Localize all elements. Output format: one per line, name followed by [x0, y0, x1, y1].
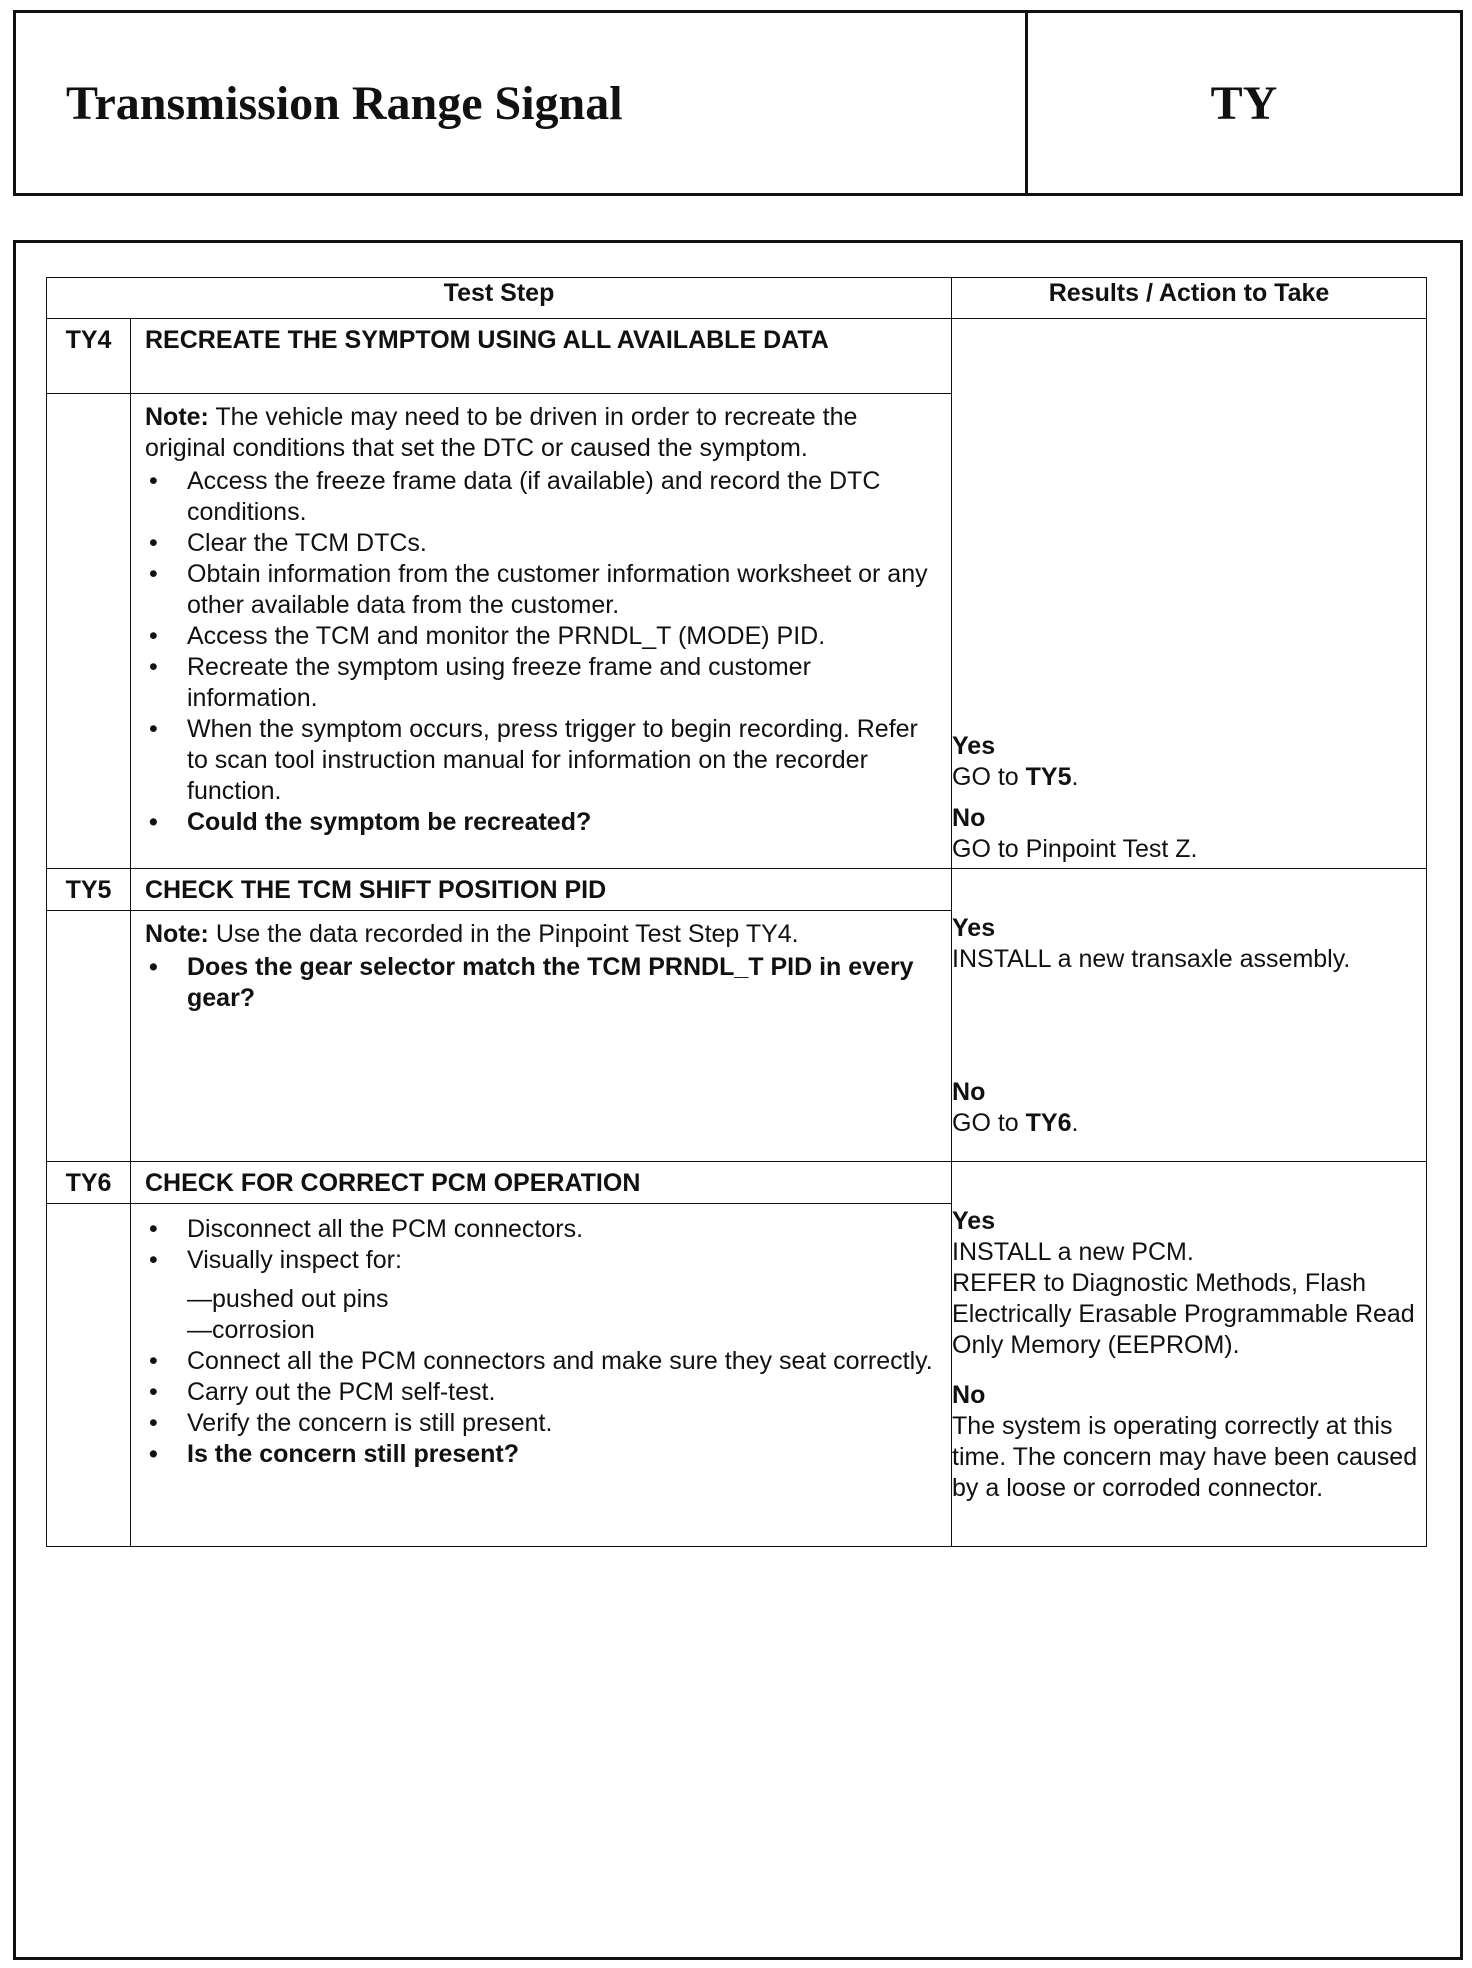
result-ty6 — [952, 1162, 1427, 1547]
ty5-title-row — [47, 869, 1427, 911]
step-id-ty4: TY4 — [47, 319, 131, 394]
no-prefix: GO to — [952, 1109, 1026, 1137]
result-ty6-no — [952, 1380, 1426, 1504]
yes-label: Yes — [952, 914, 996, 942]
no-label: No — [952, 1078, 986, 1106]
ty5-bullets — [145, 952, 941, 1014]
result-ty4-no — [952, 803, 1426, 865]
note-ty5 — [145, 919, 941, 950]
list-item: • Carry out the PCM self-test. — [145, 1377, 941, 1408]
result-ty5 — [952, 869, 1427, 1162]
step-id-ty5: TY5 — [47, 869, 131, 911]
step-body-ty5 — [131, 911, 952, 1162]
yes-action — [952, 762, 1426, 793]
list-item: • When the symptom occurs, press trigger to begin recording. Refer to scan tool instruction manual for information on the recorder function. — [145, 714, 941, 807]
list-item: • Connect all the PCM connectors and make sure they seat correctly. — [145, 1346, 941, 1377]
list-item: • Verify the concern is still present. — [145, 1408, 941, 1439]
step-title-ty4: RECREATE THE SYMPTOM USING ALL AVAILABLE DATA — [131, 319, 952, 394]
id-blank — [47, 1204, 131, 1547]
list-item: — corrosion — [187, 1315, 941, 1346]
ty6-inspect-list — [145, 1284, 941, 1346]
question-ty6: • Is the concern still present? — [145, 1439, 941, 1470]
no-action — [952, 1108, 1426, 1139]
section-code: TY — [1210, 76, 1278, 130]
id-blank — [47, 911, 131, 1162]
note-ty4 — [145, 402, 941, 464]
note-label: Note: — [145, 403, 209, 431]
id-blank — [47, 394, 131, 869]
yes-label: Yes — [952, 732, 996, 760]
col-results: Results / Action to Take — [952, 278, 1427, 319]
step-title-ty6: CHECK FOR CORRECT PCM OPERATION — [131, 1162, 952, 1204]
step-id-ty6: TY6 — [47, 1162, 131, 1204]
yes-suffix: . — [1071, 763, 1079, 791]
ty4-title-row — [47, 319, 1427, 394]
list-item: • Obtain information from the customer information worksheet or any other available data from the customer. — [145, 559, 941, 621]
no-label: No — [952, 804, 986, 832]
list-item: — pushed out pins — [187, 1284, 941, 1315]
note-text: Use the data recorded in the Pinpoint Test Step TY4. — [208, 920, 799, 948]
list-item: • Access the freeze frame data (if available) and record the DTC conditions. — [145, 466, 941, 528]
table-header-row — [47, 278, 1427, 319]
page-title: Transmission Range Signal — [16, 13, 1028, 193]
ty6-bullets-b — [145, 1346, 941, 1470]
no-target: TY6 — [1025, 1109, 1072, 1137]
step-body-ty4 — [131, 394, 952, 869]
no-action: The system is operating correctly at this time. The concern may have been caused by a loose or corroded connector. — [952, 1412, 1418, 1502]
note-label: Note: — [145, 920, 209, 948]
step-body-ty6 — [131, 1204, 952, 1547]
yes-prefix: GO to — [952, 763, 1026, 791]
ty6-title-row — [47, 1162, 1427, 1204]
col-test-step: Test Step — [47, 278, 952, 319]
result-ty5-yes — [952, 913, 1426, 975]
yes-action-1: INSTALL a new PCM. — [952, 1238, 1194, 1266]
no-suffix: . — [1071, 1109, 1079, 1137]
yes-action: INSTALL a new transaxle assembly. — [952, 945, 1351, 973]
list-item: • Access the TCM and monitor the PRNDL_T (MODE) PID. — [145, 621, 941, 652]
yes-action-2: REFER to Diagnostic Methods, Flash Electrically Erasable Programmable Read Only Memory (EEPROM). — [952, 1269, 1415, 1359]
result-ty4 — [952, 319, 1427, 869]
ty4-bullets — [145, 466, 941, 838]
step-title-ty5: CHECK THE TCM SHIFT POSITION PID — [131, 869, 952, 911]
test-step-table — [46, 277, 1427, 1547]
list-item: • Visually inspect for: — [145, 1245, 941, 1276]
list-item: • Recreate the symptom using freeze frame and customer information. — [145, 652, 941, 714]
list-item: • Disconnect all the PCM connectors. — [145, 1214, 941, 1245]
result-ty6-yes — [952, 1206, 1426, 1361]
yes-label: Yes — [952, 1207, 996, 1235]
question-ty5: • Does the gear selector match the TCM PRNDL_T PID in every gear? — [145, 952, 941, 1014]
result-ty5-no — [952, 1077, 1426, 1139]
ty6-bullets-a — [145, 1214, 941, 1276]
no-label: No — [952, 1381, 986, 1409]
note-text: The vehicle may need to be driven in order to recreate the original conditions that set the DTC or caused the symptom. — [145, 403, 858, 462]
header-box — [13, 10, 1463, 196]
no-action: GO to Pinpoint Test Z. — [952, 835, 1198, 863]
yes-target: TY5 — [1025, 763, 1072, 791]
question-ty4: • Could the symptom be recreated? — [145, 807, 941, 838]
list-item: • Clear the TCM DTCs. — [145, 528, 941, 559]
result-ty4-yes — [952, 731, 1426, 793]
